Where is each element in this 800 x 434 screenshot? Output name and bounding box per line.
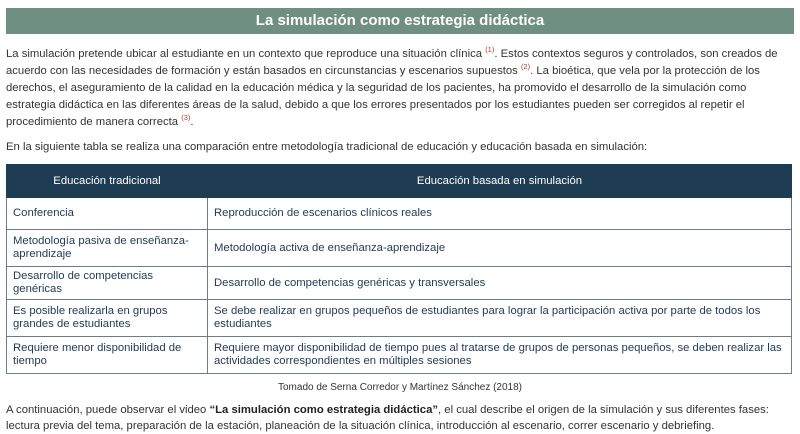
video-text-pre: A continuación, puede observar el video bbox=[6, 404, 210, 416]
table-cell: Reproducción de escenarios clínicos reales bbox=[208, 198, 792, 230]
table-cell: Conferencia bbox=[7, 198, 208, 230]
intro-text-1: La simulación pretende ubicar al estudiante en un contexto que reproduce una situación clínica bbox=[6, 48, 486, 60]
intro-text-3: . La bioética, que vela por la protección de los derechos, el aseguramiento de la calidad en la educación médica y la seguridad de los pacientes, ha promovido el desarrollo de la simulación como estrategia didáctica en las diferentes áreas de la salud, debido a que los errores presentados por los estudiantes pueden ser corregidos al repetir el procedimiento de manera correcta bbox=[6, 65, 760, 128]
header-traditional: Educación tradicional bbox=[7, 165, 208, 198]
page-title: La simulación como estrategia didáctica bbox=[6, 8, 794, 34]
table-cell: Es posible realizarla en grupos grandes de estudiantes bbox=[7, 300, 208, 337]
table-cell: Requiere mayor disponibilidad de tiempo pues al tratarse de grupos de personas pequeños, se deben realizar las actividades correspondientes en múltiples sesiones bbox=[208, 337, 792, 374]
video-paragraph bbox=[6, 402, 794, 434]
comparison-table bbox=[6, 164, 792, 374]
reference-3[interactable]: (3) bbox=[181, 113, 191, 122]
table-cell: Desarrollo de competencias genéricas y transversales bbox=[208, 267, 792, 300]
table-header-row bbox=[7, 165, 792, 198]
table-cell: Requiere menor disponibilidad de tiempo bbox=[7, 337, 208, 374]
intro-text-4: . bbox=[190, 116, 194, 128]
table-cell: Se debe realizar en grupos pequeños de estudiantes para lograr la participación activa por parte de todos los estudiantes bbox=[208, 300, 792, 337]
table-caption: Tomado de Serna Corredor y Martínez Sánchez (2018) bbox=[277, 382, 522, 393]
video-text-post: , el cual describe el origen de la simulación y sus diferentes fases: lectura previa del tema, preparación de la estación, planeación de la situación clínica, introducción al escenario, correr escenario y debriefing. bbox=[6, 404, 769, 432]
table-row bbox=[7, 198, 792, 230]
table-row bbox=[7, 300, 792, 337]
intro-text-2: . Estos contextos seguros y controlados, son creados de acuerdo con las necesidades de formación y están basados en circunstancias y escenarios supuestos bbox=[6, 48, 778, 77]
table-intro: En la siguiente tabla se realiza una comparación entre metodología tradicional de educación y educación basada en simulación: bbox=[6, 141, 648, 153]
header-simulation: Educación basada en simulación bbox=[208, 165, 792, 198]
table-row bbox=[7, 230, 792, 267]
reference-2[interactable]: (2) bbox=[520, 62, 531, 71]
table-cell: Desarrollo de competencias genéricas bbox=[7, 267, 208, 300]
table-row bbox=[7, 267, 792, 300]
table-cell: Metodología activa de enseñanza-aprendizaje bbox=[208, 230, 792, 267]
table-cell: Metodología pasiva de enseñanza-aprendizaje bbox=[7, 230, 208, 267]
video-title: “La simulación como estrategia didáctica” bbox=[209, 404, 439, 416]
table-row bbox=[7, 337, 792, 374]
intro-paragraph bbox=[6, 46, 794, 131]
reference-1[interactable]: (1) bbox=[485, 45, 495, 54]
